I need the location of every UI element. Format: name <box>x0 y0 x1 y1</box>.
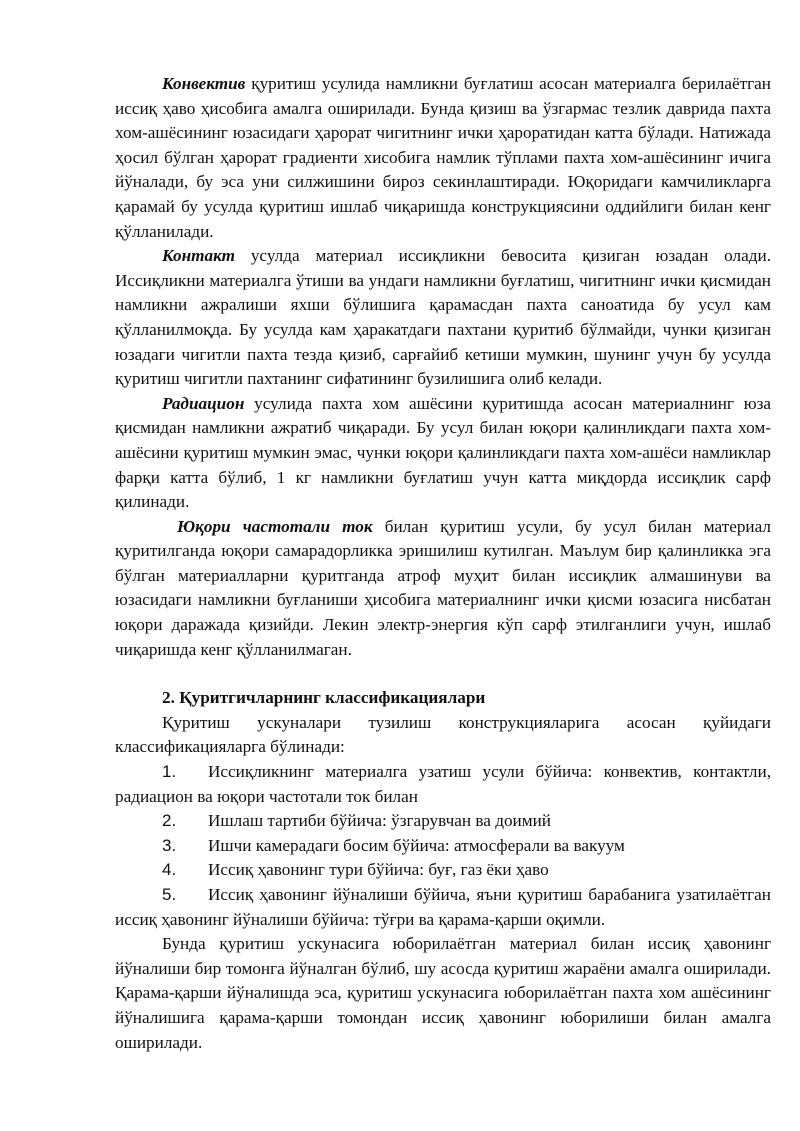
section-intro: Қуритиш ускуналари тузилиш конструкцияларига асосан қуйидаги классификацияларга бўлинади: <box>115 712 771 757</box>
list-text: Иссиқ ҳавонинг йўналиши бўйича, яъни қуритиш барабанига узатилаётган иссиқ ҳавонинг йўналиши бўйича: тўғри ва қарама-қарши оқимли. <box>115 885 771 929</box>
paragraph-text: усулида пахта хом ашёсини қуритишда асосан материалнинг юза қисмидан намликни ажратиб чиқаради. Бу усул билан юқори қалинликдаги пахта хом-ашёсини қуритиш мумкин эмас, чунки юқори қалинликдаги пахта хом-ашёси намликлар фарқи катта бўлиб, 1 кг намликни буғлатиш учун катта миқдорда иссиқлик сарф қилинади. <box>115 393 771 512</box>
list-item <box>115 834 771 859</box>
list-text: Ишлаш тартиби бўйича: ўзгарувчан ва доимий <box>208 811 552 831</box>
list-number: 3. <box>162 835 177 855</box>
section-heading: 2. Қуритгичларнинг классификациялари <box>162 688 486 708</box>
paragraph-high-frequency <box>115 515 771 663</box>
term-high-frequency: Юқори частотали ток <box>177 516 373 536</box>
paragraph-text: қуритиш усулида намликни буғлатиш асосан материалга берилаётган иссиқ ҳаво ҳисобига амалга оширилади. Бунда қизиш ва ўзгармас тезлик даврида пахта хом-ашёсининг юзасидаги ҳарорат чигитнинг ички ҳароратидан катта бўлади. Натижада ҳосил бўлган ҳарорат градиенти хисобига намлик тўплами пахта хом-ашёсининг ичига йўналади, бу эса уни силжишини бироз секинлаштиради. Юқоридаги камчиликларга қарамай бу усулда қуритиш ишлаб чиқаришда конструкциясини оддийлиги билан кенг қўлланилади. <box>115 74 771 241</box>
spacer <box>115 662 771 686</box>
term-radiation: Радиацион <box>162 393 245 413</box>
list-text: Иссиқликнинг материалга узатиш усули бўйича: конвектив, контактли, радиацион ва юқори частотали ток билан <box>115 762 771 806</box>
list-number: 1. <box>162 762 177 782</box>
list-item <box>115 883 771 932</box>
paragraph-text: билан қуритиш усули, бу усул билан материал қуритилганда юқори самарадорликка эришилиш кутилган. Маълум бир қалинликка эга бўлган материалларни қуритганда атроф муҳит билан иссиқлик алмашинуви ва юзасидаги намликни буғланиши ҳисобига материалнинг ички қисми юзасига нисбатан юқори даражада қизийди. Лекин электр-энергия кўп сарф этилганлиги учун, ишлаб чиқаришда кенг қўлланилмаган. <box>115 516 771 659</box>
closing-paragraph: Бунда қуритиш ускунасига юборилаётган материал билан иссиқ ҳавонинг йўналиши бир томонга йўналган бўлиб, шу асосда қуритиш жараёни амалга оширилади. Қарама-қарши йўналишда эса, қуритиш ускунасига юборилаётган пахта хом ашёсининг йўналишига қарама-қарши томондан иссиқ ҳавонинг юборилиши билан амалга оширилади. <box>115 934 771 1052</box>
paragraph-radiation <box>115 392 771 515</box>
paragraph-contact <box>115 244 771 392</box>
list-number: 5. <box>162 885 177 904</box>
list-text: Ишчи камерадаги босим бўйича: атмосферали ва вакуум <box>208 835 625 855</box>
document-page <box>115 72 771 1055</box>
list-text: Иссиқ ҳавонинг тури бўйича: буғ, газ ёки ҳаво <box>208 860 549 880</box>
list-number: 2. <box>162 811 177 831</box>
list-item <box>115 858 771 883</box>
paragraph-text: усулда материал иссиқликни бевосита қизиган юзадан олади. Иссиқликни материалга ўтиши ва ундаги намликни буғлатиш, чигитнинг ички қисмидан намликни ажралиши яхши бўлишига қарамасдан пахта саноатида бу усул кам қўлланилмоқда. Бу усулда кам ҳаракатдаги пахтани қуритиб бўлмайди, чунки қизиган юзадаги чигитли пахта тезда қизиб, сарғайиб кетиши мумкин, шунинг учун бу усулда қуритиш чигитли пахтанинг сифатининг бузилишига олиб келади. <box>115 246 771 389</box>
list-number: 4. <box>162 860 177 880</box>
term-convective: Конвектив <box>162 74 246 93</box>
list-item <box>115 760 771 809</box>
term-contact: Контакт <box>162 246 235 266</box>
list-item <box>115 809 771 834</box>
paragraph-convective <box>115 72 771 244</box>
